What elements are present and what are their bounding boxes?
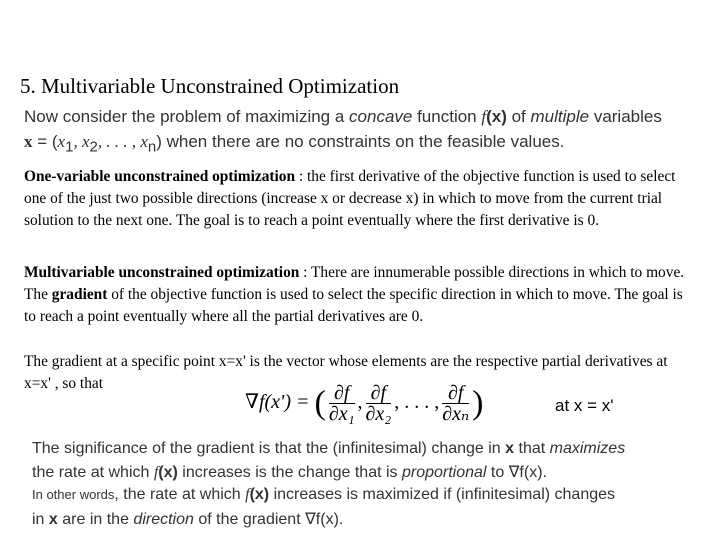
otherwords-line-2 <box>32 509 343 529</box>
formula-lhs: ∇f(x') = <box>245 391 315 414</box>
ow-fx: (x) <box>249 486 270 503</box>
intro-f: f <box>481 107 487 126</box>
sig-text: the rate at which <box>32 464 154 481</box>
sig-text: increases is the change that is <box>177 464 402 481</box>
intro-sub: 2 <box>89 138 98 156</box>
intro-text: of <box>506 107 531 126</box>
paragraph-one-variable <box>24 166 686 232</box>
intro-xn: , . . . , x <box>97 132 148 151</box>
significance-line-1 <box>32 440 625 458</box>
sig-text: The significance of the gradient is that the (infinitesimal) change in <box>32 440 506 457</box>
intro-concave: concave <box>349 107 413 126</box>
paragraph-gradient-def: The gradient at a specific point x=x' is the vector whose elements are the respective partial derivatives at x=x' , so that <box>24 353 668 392</box>
ow-lead: In other words <box>32 487 115 502</box>
sig-maximizes: maximizes <box>549 440 626 457</box>
intro-x2: , x <box>73 132 90 151</box>
formula-partial-1 <box>329 383 355 424</box>
intro-x1: x <box>57 132 66 151</box>
ow-text: are in the <box>57 511 134 528</box>
intro-x: (x) <box>486 107 507 126</box>
formula-partial-2 <box>366 383 392 424</box>
formula-numerator: ∂f <box>366 383 392 404</box>
ow-x: x <box>48 511 58 528</box>
p2-text: : There are innumerable possible directions in which to move. The <box>24 264 685 303</box>
sig-proportional: proportional <box>401 464 487 481</box>
p1-text: : the first derivative of the objective function is used to select one of the just two possible directions (increase x or decrease x) in which to move from the current trial solution to the next one. The goal is to reach a point eventually where the first derivative is 0. <box>24 168 676 229</box>
sig-x: x <box>505 440 515 457</box>
formula-denominator: ∂x₁ <box>328 403 355 425</box>
intro-line-1 <box>24 107 662 127</box>
otherwords-line-1 <box>32 486 615 504</box>
sig-text: to ∇f(x). <box>486 464 547 481</box>
formula-numerator: ∂f <box>442 383 469 404</box>
ow-text: increases is maximized if (infinitesimal) changes <box>269 486 616 503</box>
ow-text: , the rate at which <box>114 486 246 503</box>
ow-f: f <box>245 486 250 503</box>
p2-gradient: gradient <box>51 286 108 303</box>
p2-text: of the objective function is used to select the specific direction in which to move. The goal is to reach a point eventually where all the partial derivatives are 0. <box>24 286 683 325</box>
intro-sub: 1 <box>65 138 74 156</box>
formula-numerator: ∂f <box>329 383 355 404</box>
paragraph-multivariable <box>24 262 686 328</box>
intro-text: function <box>412 107 482 126</box>
intro-text: variables <box>589 107 662 126</box>
intro-vec-x: x <box>24 132 33 151</box>
intro-sub: n <box>147 138 157 156</box>
sig-text: that <box>514 440 550 457</box>
ow-direction: direction <box>133 511 194 528</box>
intro-multiple: multiple <box>530 107 590 126</box>
intro-text: = ( <box>32 132 58 151</box>
significance-line-2 <box>32 462 547 482</box>
slide-title: 5. Multivariable Unconstrained Optimization <box>20 74 400 98</box>
ow-text: of the gradient ∇f(x). <box>193 511 344 528</box>
p1-heading: One-variable unconstrained optimization <box>24 168 296 185</box>
formula-partial-n <box>442 383 469 424</box>
formula-at-point: at x = x' <box>555 396 614 415</box>
p2-heading: Multivariable unconstrained optimization <box>24 264 300 281</box>
formula-denominator: ∂xₙ <box>442 403 470 425</box>
formula-paren-left: ( <box>314 384 326 422</box>
intro-text: ) when there are no constraints on the feasible values. <box>156 132 565 151</box>
sig-f: f <box>153 464 159 481</box>
formula-paren-right: ) <box>472 384 484 422</box>
sig-fx: (x) <box>158 464 178 481</box>
intro-text: Now consider the problem of maximizing a <box>24 107 350 126</box>
formula-denominator: ∂x₂ <box>365 403 392 425</box>
intro-line-2 <box>24 132 564 155</box>
ow-text: in <box>32 511 49 528</box>
gradient-formula: ∇f(x') = ( $\frac{\partial f}{\text{∂x₁}}$ , $\frac{\partial f}{\text{∂x₂}}$ , . . . , $\frac{\partial f}{\text{∂xₙ}}$ ) <box>245 382 484 425</box>
formula-dots: , . . . , <box>394 391 440 414</box>
